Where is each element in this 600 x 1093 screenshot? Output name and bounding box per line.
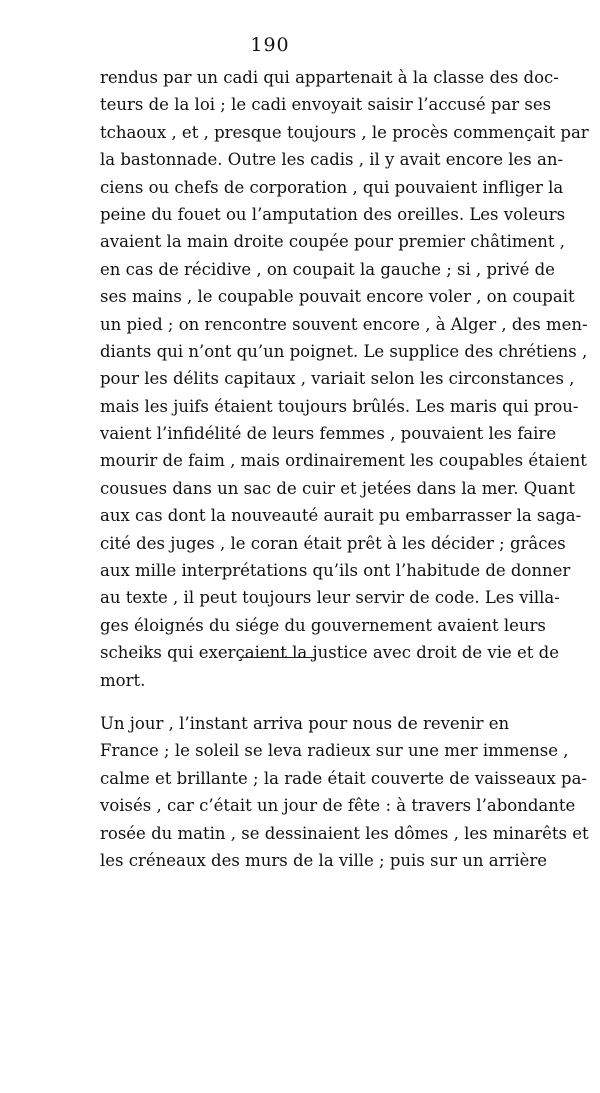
text-line: aux cas dont la nouveauté aurait pu embarrasser la saga- [100,506,582,526]
paragraph-return-to-france [100,710,589,874]
text-line: les créneaux des murs de la ville ; puis sur un arrière [100,850,548,870]
text-line: un pied ; on rencontre souvent encore , à Alger , des men- [100,314,588,334]
text-line: scheiks qui exerçaient la justice avec droit de vie et de [100,643,559,663]
text-line: mais les juifs étaient toujours brûlés. Les maris qui prou- [100,396,579,416]
text-line: pour les délits capitaux , variait selon les circonstances , [100,369,575,389]
section-separator [242,657,316,658]
text-line: tchaoux , et , presque toujours , le procès commençait par [100,122,589,142]
text-line: voisés , car c’était un jour de fête : à travers l’abondante [100,796,576,816]
page-number: 190 [250,34,290,56]
text-line: diants qui n’ont qu’un poignet. Le supplice des chrétiens , [100,341,588,361]
text-line: ses mains , le coupable pouvait encore voler , on coupait [100,287,575,307]
text-line: mourir de faim , mais ordinairement les coupables étaient [100,451,587,471]
text-line: vaient l’infidélité de leurs femmes , pouvaient les faire [100,424,557,444]
text-line: rendus par un cadi qui appartenait à la classe des doc- [100,68,559,87]
text-line: ciens ou chefs de corporation , qui pouvaient infliger la [100,177,564,197]
text-line: calme et brillante ; la rade était couverte de vaisseaux pa- [100,768,587,788]
text-line: rosée du matin , se dessinaient les dômes , les minarêts et [100,823,589,843]
text-line: avaient la main droite coupée pour premier châtiment , [100,232,566,252]
text-line: ges éloignés du siége du gouvernement avaient leurs [100,615,546,635]
text-line: cité des juges , le coran était prêt à les décider ; grâces [100,533,566,553]
text-line: peine du fouet ou l’amputation des oreilles. Les voleurs [100,204,566,224]
paragraph-justice [100,64,589,694]
text-line: teurs de la loi ; le cadi envoyait saisir l’accusé par ses [100,95,552,115]
text-line: en cas de récidive , on coupait la gauche ; si , privé de [100,259,555,279]
text-line: France ; le soleil se leva radieux sur une mer immense , [100,741,569,761]
text-line: Un jour , l’instant arriva pour nous de revenir en [100,714,510,733]
text-line: mort. [100,670,146,690]
text-line: cousues dans un sac de cuir et jetées dans la mer. Quant [100,478,575,498]
text-line: au texte , il peut toujours leur servir de code. Les villa- [100,588,560,608]
text-line: aux mille interprétations qu’ils ont l’habitude de donner [100,561,571,581]
text-line: la bastonnade. Outre les cadis , il y avait encore les an- [100,150,564,170]
